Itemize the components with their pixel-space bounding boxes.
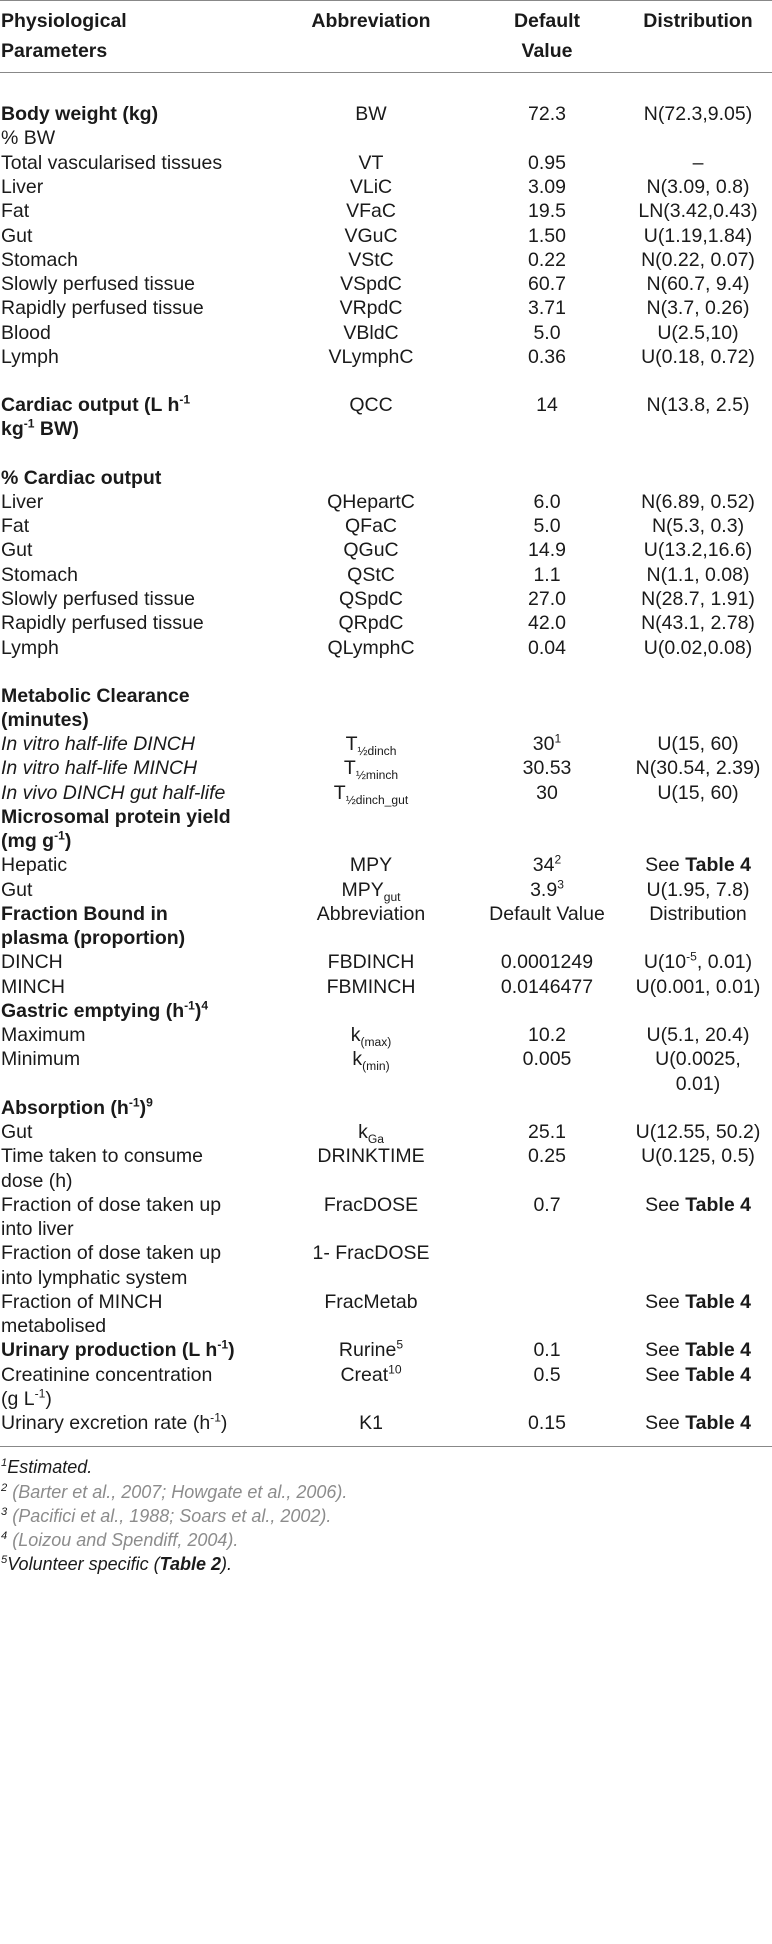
footnote-2: $^2$ (Barter et al., 2007; Howgate et al., 2006). (1, 1482, 348, 1502)
footnote-5: $^5$Volunteer specific (Table 2). (1, 1554, 232, 1574)
top-rule (0, 0, 772, 1)
footnote-3: $^3$ (Pacifici et al., 1988; Soars et al., 2002). (1, 1506, 332, 1526)
header-abbreviation: Abbreviation (311, 10, 431, 32)
header-distribution: Distribution (643, 10, 753, 32)
header-default-value: Default Value (513, 10, 581, 62)
parameter-table: Physiological Parameters Abbreviation Default Value Distribution Body weight (kg) BW 72.3 N(72.3,9.05) % BW Total vascularised tissues VT 0.95 – Liver VLiC 3.09 N(3.09, 0.8) Fat VFaC 19.5 LN(3.42,0.43) Gut VGuC 1.50 U(1.19,1.84) Stomach VStC 0.22 N(0.22, 0.07) Slowly perfused tissue VSpdC 60.7 N(60.7, 9.4) Rapidly perfused tissue VRpdC 3.71 N(3.7, 0.26) Blood VBldC 5.0 U(2.5,10) Lymph VLymphC 0.36 U(0.18, 0.72) Cardiac output (L $h^{-1}$ QCC 14 N(13.8, 2.5) $kg^{-1}$ BW) % Cardiac output Liver QHepartC 6.0 N(6.89, 0.52) Fat QFaC 5.0 N(5.3, 0.3) Gut QGuC 14.9 U(13.2,16.6) Stomach QStC 1.1 N(1.1, 0.08) Slowly perfused tissue QSpdC 27.0 N(28.7, 1.91) Rapidly perfused tissue QRpdC 42.0 N(43.1, 2.78) Lymph QLymphC 0.04 U(0.02,0.08) Metabolic Clearance (minutes) In vitro half-life DINCH $T_{\frac{1}{2}dinch}$ $30^1$ U(15, 60) In vitro half-life MINCH $T_{\frac{1}{2}minch}$ 30.53 N(30.54, 2.39) In vivo DINCH gut half-life $T_{\frac{1}{2}dinch\_gut}$ 30 U(15, 60) Microsomal protein yield (mg $g^{-1}$) Hepatic MPY $34^2$ See Table 4 Gut $MPY_{gut}$ $3.9^3$ U(1.95, 7.8) Fraction Bound in Abbreviation Default Value Distribution plasma (proportion) DINCH FBDINCH 0.0001249 $U(10^{-5}$, 0.01) MINCH FBMINCH 0.0146477 U(0.001, 0.01) Gastric emptying $(h^{-1})^4$ Maximum $k_{(max)}$ 10.2 U(5.1, 20.4) Minimum $k_{(min)}$ 0.005 U(0.0025, 0.01) Absorption $(h^{-1})^9$ Gut $k_{Ga}$ 25.1 U(12.55, 50.2) Time taken to consume DRINKTIME 0.25 U(0.125, 0.5) dose (h) Fraction of dose taken up FracDOSE 0.7 See Table 4 into liver Fraction of dose taken up 1- FracDOSE into lymphatic system Fraction of MINCH FracMetab See Table 4 metabolised Urinary production (L $h^{-1}$) Rurine$^5$ 0.1 See Table 4 Creatinine concentration Creat$^{10}$ 0.5 See Table 4 (g $L^{-1}$) Urinary excretion rate $(h^{-1})$ K1 0.15 See Table 4 $^1$Estimated. $^2$ (Barter et al., 2007; Howgate et al., 2006). $^3$ (Pacifici et al., 1988; Soars et al., 2002). $^4$ (Loizou and Spendiff, 2004). $^5$Volunteer specific (Table 2). (0, 0, 772, 1944)
footnote-1: $^1$Estimated. (1, 1457, 93, 1477)
header-rule (0, 72, 772, 73)
footnote-4: $^4$ (Loizou and Spendiff, 2004). (1, 1530, 239, 1550)
bottom-rule (0, 1446, 772, 1447)
header-physiological-parameters: Physiological Parameters (1, 10, 127, 62)
